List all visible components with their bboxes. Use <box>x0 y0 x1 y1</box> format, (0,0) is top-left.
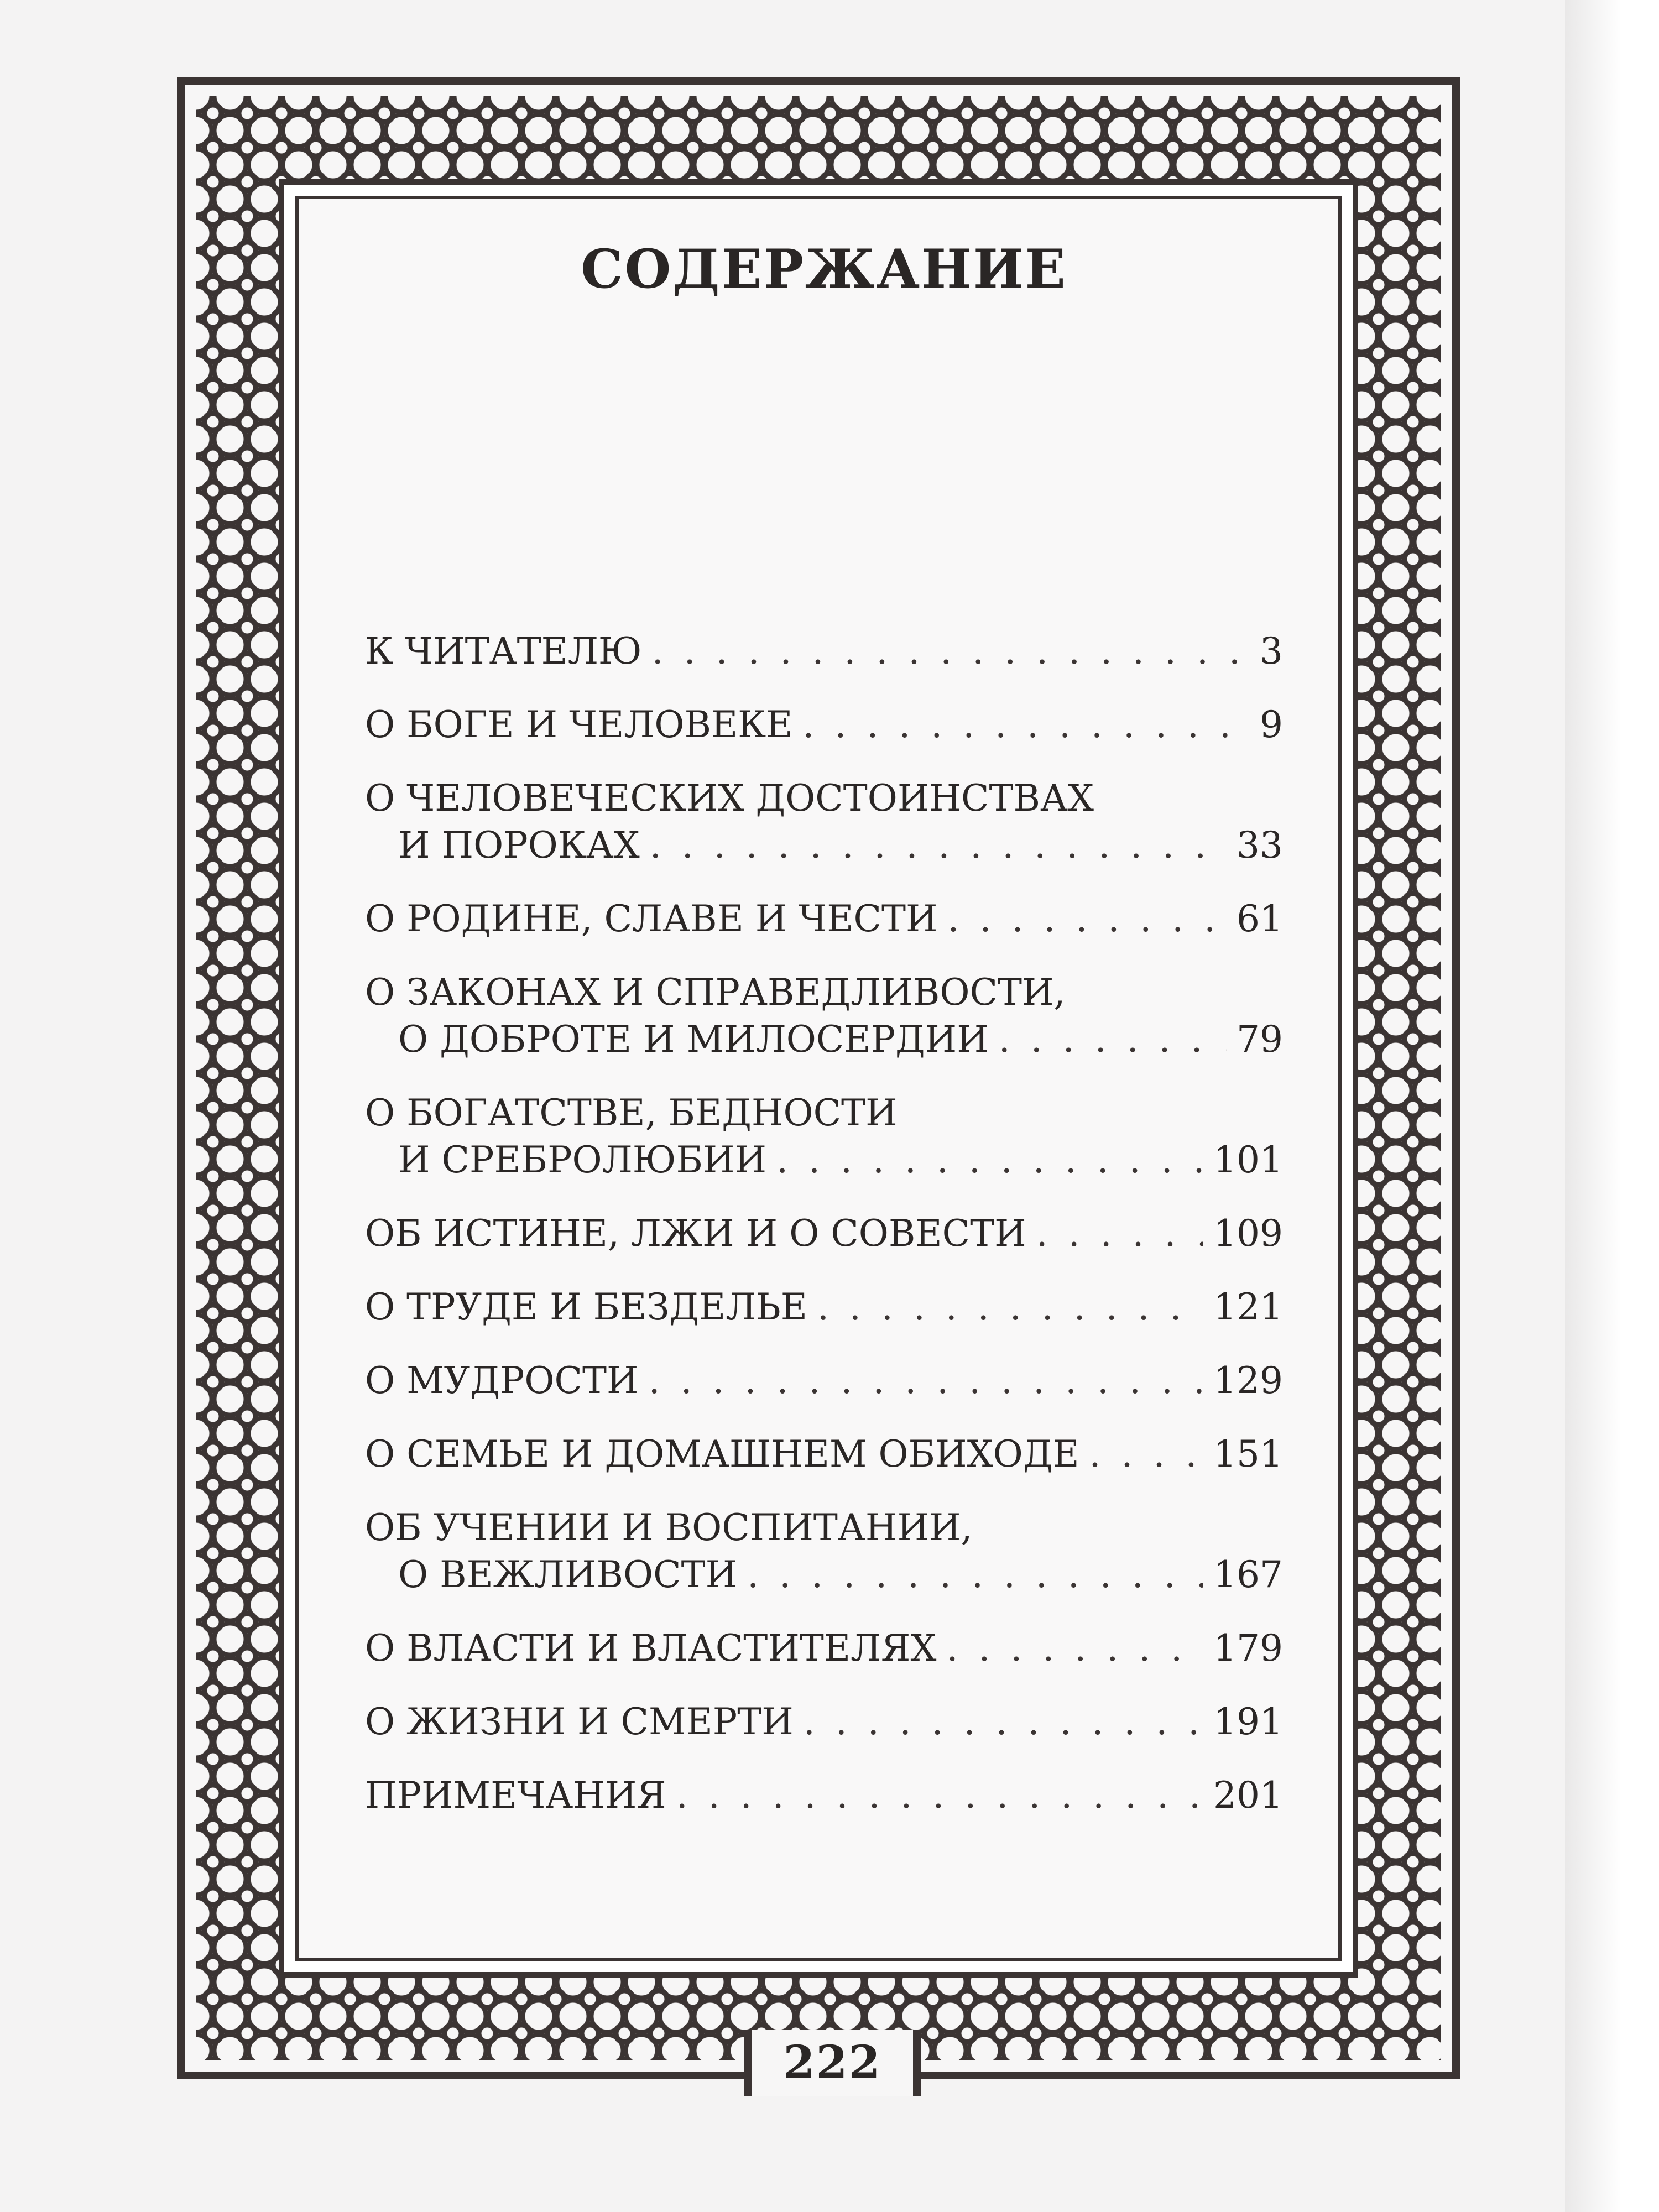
dot-leader <box>802 701 1240 748</box>
toc-entry-page: 3 <box>1260 630 1283 672</box>
toc-entry-title: О БОГЕ И ЧЕЛОВЕКЕ <box>365 703 793 746</box>
toc-entry[interactable] <box>365 1284 1283 1331</box>
toc-entry-row <box>365 1210 1283 1257</box>
toc-entry-title-line: О ЧЕЛОВЕЧЕСКИХ ДОСТОИНСТВАХ <box>365 777 1094 820</box>
toc-entry-title: К ЧИТАТЕЛЮ <box>365 630 642 672</box>
toc-entry-title: И СРЕБРОЛЮБИИ <box>398 1139 767 1181</box>
toc-entry[interactable] <box>365 1625 1283 1672</box>
toc-entry[interactable] <box>365 1431 1283 1478</box>
toc-entry-title: О ДОБРОТЕ И МИЛОСЕРДИИ <box>398 1018 989 1061</box>
page-title: СОДЕРЖАНИЕ <box>581 238 1067 300</box>
dot-leader <box>652 628 1240 675</box>
toc-entry-title: ОБ ИСТИНЕ, ЛЖИ И О СОВЕСТИ <box>365 1212 1026 1255</box>
toc-entry-page: 9 <box>1260 703 1283 746</box>
dot-leader <box>1089 1431 1203 1478</box>
toc-entry-row <box>365 1284 1283 1331</box>
toc-entry-row <box>365 895 1283 942</box>
toc-entry-page: 61 <box>1237 898 1283 940</box>
toc-entry-page: 101 <box>1213 1139 1283 1181</box>
toc-entry-row <box>365 1698 1283 1745</box>
toc-entry-row <box>365 1357 1283 1404</box>
toc-entry-row <box>365 1625 1283 1672</box>
toc-entry-row <box>365 1136 1283 1183</box>
toc-entry[interactable] <box>365 1210 1283 1257</box>
table-of-contents <box>365 628 1283 1845</box>
toc-entry-title-line: О ЗАКОНАХ И СПРАВЕДЛИВОСТИ, <box>365 971 1066 1014</box>
toc-entry-row <box>365 701 1283 748</box>
toc-entry-row <box>365 1016 1283 1063</box>
toc-entry[interactable] <box>365 1089 1283 1183</box>
toc-entry[interactable] <box>365 1357 1283 1404</box>
toc-entry-page: 121 <box>1213 1286 1283 1328</box>
toc-entry-page: 79 <box>1237 1018 1283 1061</box>
toc-entry-title: О ВЛАСТИ И ВЛАСТИТЕЛЯХ <box>365 1627 937 1670</box>
toc-entry-row <box>365 822 1283 869</box>
toc-entry[interactable] <box>365 701 1283 748</box>
dot-leader <box>948 895 1227 942</box>
dot-leader <box>776 1136 1203 1183</box>
page-edge <box>1565 0 1659 2212</box>
dot-leader <box>1036 1210 1203 1257</box>
dot-leader <box>676 1772 1203 1819</box>
toc-entry-page: 179 <box>1213 1627 1283 1670</box>
toc-entry-row <box>365 628 1283 675</box>
toc-entry-page: 151 <box>1213 1433 1283 1475</box>
toc-entry-title-line: О БОГАТСТВЕ, БЕДНОСТИ <box>365 1092 898 1134</box>
toc-entry-page: 167 <box>1213 1553 1283 1596</box>
toc-entry-title: ПРИМЕЧАНИЯ <box>365 1774 666 1817</box>
dot-leader <box>946 1625 1203 1672</box>
toc-entry[interactable] <box>365 1504 1283 1598</box>
toc-entry-title-line: ОБ УЧЕНИИ И ВОСПИТАНИИ, <box>365 1506 973 1549</box>
toc-entry-page: 201 <box>1213 1774 1283 1817</box>
toc-entry-title: И ПОРОКАХ <box>398 824 640 867</box>
toc-entry-title: О ВЕЖЛИВОСТИ <box>398 1553 738 1596</box>
toc-entry-title: О ЖИЗНИ И СМЕРТИ <box>365 1700 794 1743</box>
page-number-box <box>744 2030 921 2096</box>
dot-leader <box>999 1016 1227 1063</box>
dot-leader <box>649 1357 1203 1404</box>
toc-entry[interactable] <box>365 775 1283 869</box>
toc-entry-page: 109 <box>1213 1212 1283 1255</box>
toc-entry[interactable] <box>365 895 1283 942</box>
toc-entry-title: О ТРУДЕ И БЕЗДЕЛЬЕ <box>365 1286 807 1328</box>
dot-leader <box>747 1551 1203 1598</box>
toc-entry[interactable] <box>365 969 1283 1063</box>
page-number: 222 <box>783 2036 881 2089</box>
toc-entry-row <box>365 1772 1283 1819</box>
dot-leader <box>817 1284 1203 1331</box>
dot-leader <box>650 822 1227 869</box>
toc-entry[interactable] <box>365 628 1283 675</box>
toc-entry[interactable] <box>365 1698 1283 1745</box>
toc-entry-page: 191 <box>1213 1700 1283 1743</box>
toc-entry-page: 33 <box>1237 824 1283 867</box>
toc-entry-row <box>365 1431 1283 1478</box>
toc-entry-title: О СЕМЬЕ И ДОМАШНЕМ ОБИХОДЕ <box>365 1433 1079 1475</box>
toc-entry-title: О МУДРОСТИ <box>365 1359 639 1402</box>
toc-entry-title: О РОДИНЕ, СЛАВЕ И ЧЕСТИ <box>365 898 938 940</box>
dot-leader <box>804 1698 1203 1745</box>
toc-entry-row <box>365 1551 1283 1598</box>
toc-entry-page: 129 <box>1213 1359 1283 1402</box>
toc-entry[interactable] <box>365 1772 1283 1819</box>
